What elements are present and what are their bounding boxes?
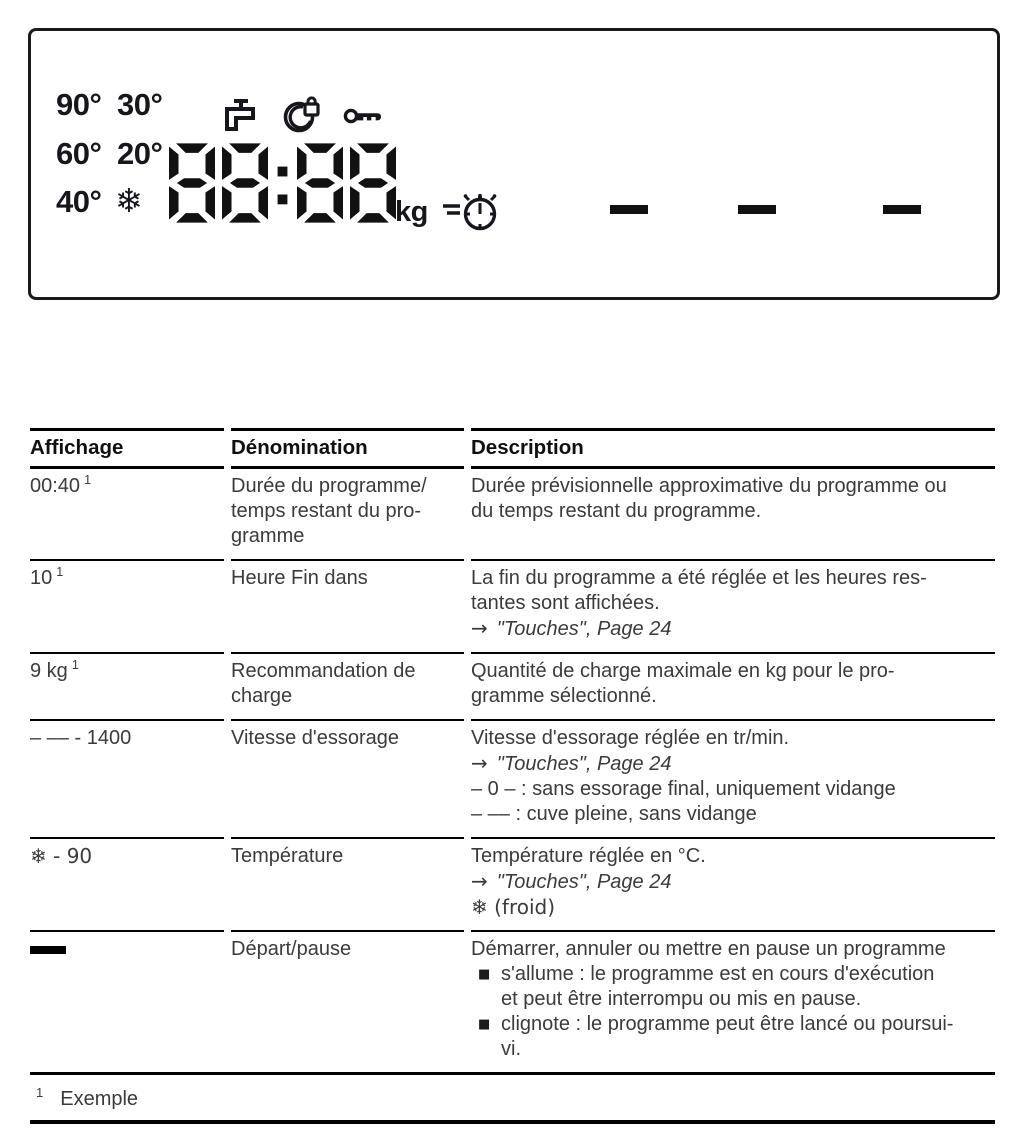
denomination-cell: Départ/pause xyxy=(231,930,464,1072)
table-footnote: $^1$ Exemple xyxy=(30,1072,995,1124)
footnote-marker: 1 xyxy=(71,658,79,673)
start-pause-indicator-bar xyxy=(738,205,776,214)
column-header-affichage: Affichage xyxy=(30,428,224,466)
temp-20-indicator: 20° xyxy=(117,136,163,171)
denomination-cell: Température xyxy=(231,837,464,930)
arrow-icon: → xyxy=(471,751,488,775)
cross-reference: → "Touches", Page 24 xyxy=(471,751,672,775)
key-icon xyxy=(343,105,383,127)
temp-30-indicator: 30° xyxy=(117,87,163,122)
affichage-cell: 9 kg $^1$ xyxy=(30,652,224,719)
tap-icon xyxy=(219,97,261,135)
affichage-cell: 00:40 $^1$ xyxy=(30,466,224,559)
description-cell: Température réglée en °C. → "Touches", Page 24 ❄ (froid) xyxy=(471,837,995,930)
footnote-marker: 1 xyxy=(36,1085,44,1100)
speed-timer-icon xyxy=(439,187,501,233)
bullet-item: ■ clignote : le programme peut être lancé ou poursui- vi. xyxy=(471,1012,995,1062)
kg-unit-label: kg xyxy=(395,196,428,228)
bullet-item: ■ s'allume : le programme est en cours d'exécution et peut être interrompu ou mis en pause. xyxy=(471,962,995,1012)
description-cell: Vitesse d'essorage réglée en tr/min. → "Touches", Page 24 – 0 – : sans essorage final, uniquement vidange – –– : cuve pleine, sans vidange xyxy=(471,719,995,837)
footnote-marker: 1 xyxy=(84,473,92,488)
column-header-description: Description xyxy=(471,428,995,466)
temp-90-indicator: 90° xyxy=(56,87,102,122)
cross-reference: → "Touches", Page 24 xyxy=(471,616,672,640)
temp-40-indicator: 40° xyxy=(56,184,102,219)
affichage-cell xyxy=(30,930,224,1072)
column-header-denomination: Dénomination xyxy=(231,428,464,466)
description-cell: La fin du programme a été réglée et les heures res- tantes sont affichées. → "Touches", Page 24 xyxy=(471,559,995,652)
arrow-icon: → xyxy=(471,869,488,893)
snowflake-cold-icon: ❄ xyxy=(115,181,143,220)
affichage-cell: ❄ - 90 xyxy=(30,837,224,930)
description-cell: Durée prévisionnelle approximative du programme ou du temps restant du programme. xyxy=(471,466,995,559)
footnote-marker: 1 xyxy=(56,565,64,580)
denomination-cell: Heure Fin dans xyxy=(231,559,464,652)
seven-segment-display xyxy=(169,142,396,224)
affichage-cell: – –– - 1400 xyxy=(30,719,224,837)
door-lock-icon xyxy=(282,94,324,134)
start-pause-bar-glyph xyxy=(30,946,66,954)
description-cell: Quantité de charge maximale en kg pour le pro- gramme sélectionné. xyxy=(471,652,995,719)
temp-60-indicator: 60° xyxy=(56,136,102,171)
start-pause-indicator-bar xyxy=(883,205,921,214)
arrow-icon: → xyxy=(471,616,488,640)
cross-reference: → "Touches", Page 24 xyxy=(471,869,672,893)
display-panel-diagram xyxy=(28,28,1000,300)
denomination-cell: Vitesse d'essorage xyxy=(231,719,464,837)
denomination-cell: Recommandation de charge xyxy=(231,652,464,719)
bullet-square-icon: ■ xyxy=(478,967,491,982)
start-pause-indicator-bar xyxy=(610,205,648,214)
display-explanation-table xyxy=(30,428,995,1124)
affichage-cell: 10 $^1$ xyxy=(30,559,224,652)
denomination-cell: Durée du programme/ temps restant du pro- gramme xyxy=(231,466,464,559)
bullet-square-icon: ■ xyxy=(478,1017,491,1032)
description-cell: Démarrer, annuler ou mettre en pause un programme ■ s'allume : le programme est en cours d'exécution et peut être interrompu ou mis en pause. ■ clignote : le programme peut être lancé ou poursui- vi. xyxy=(471,930,995,1072)
